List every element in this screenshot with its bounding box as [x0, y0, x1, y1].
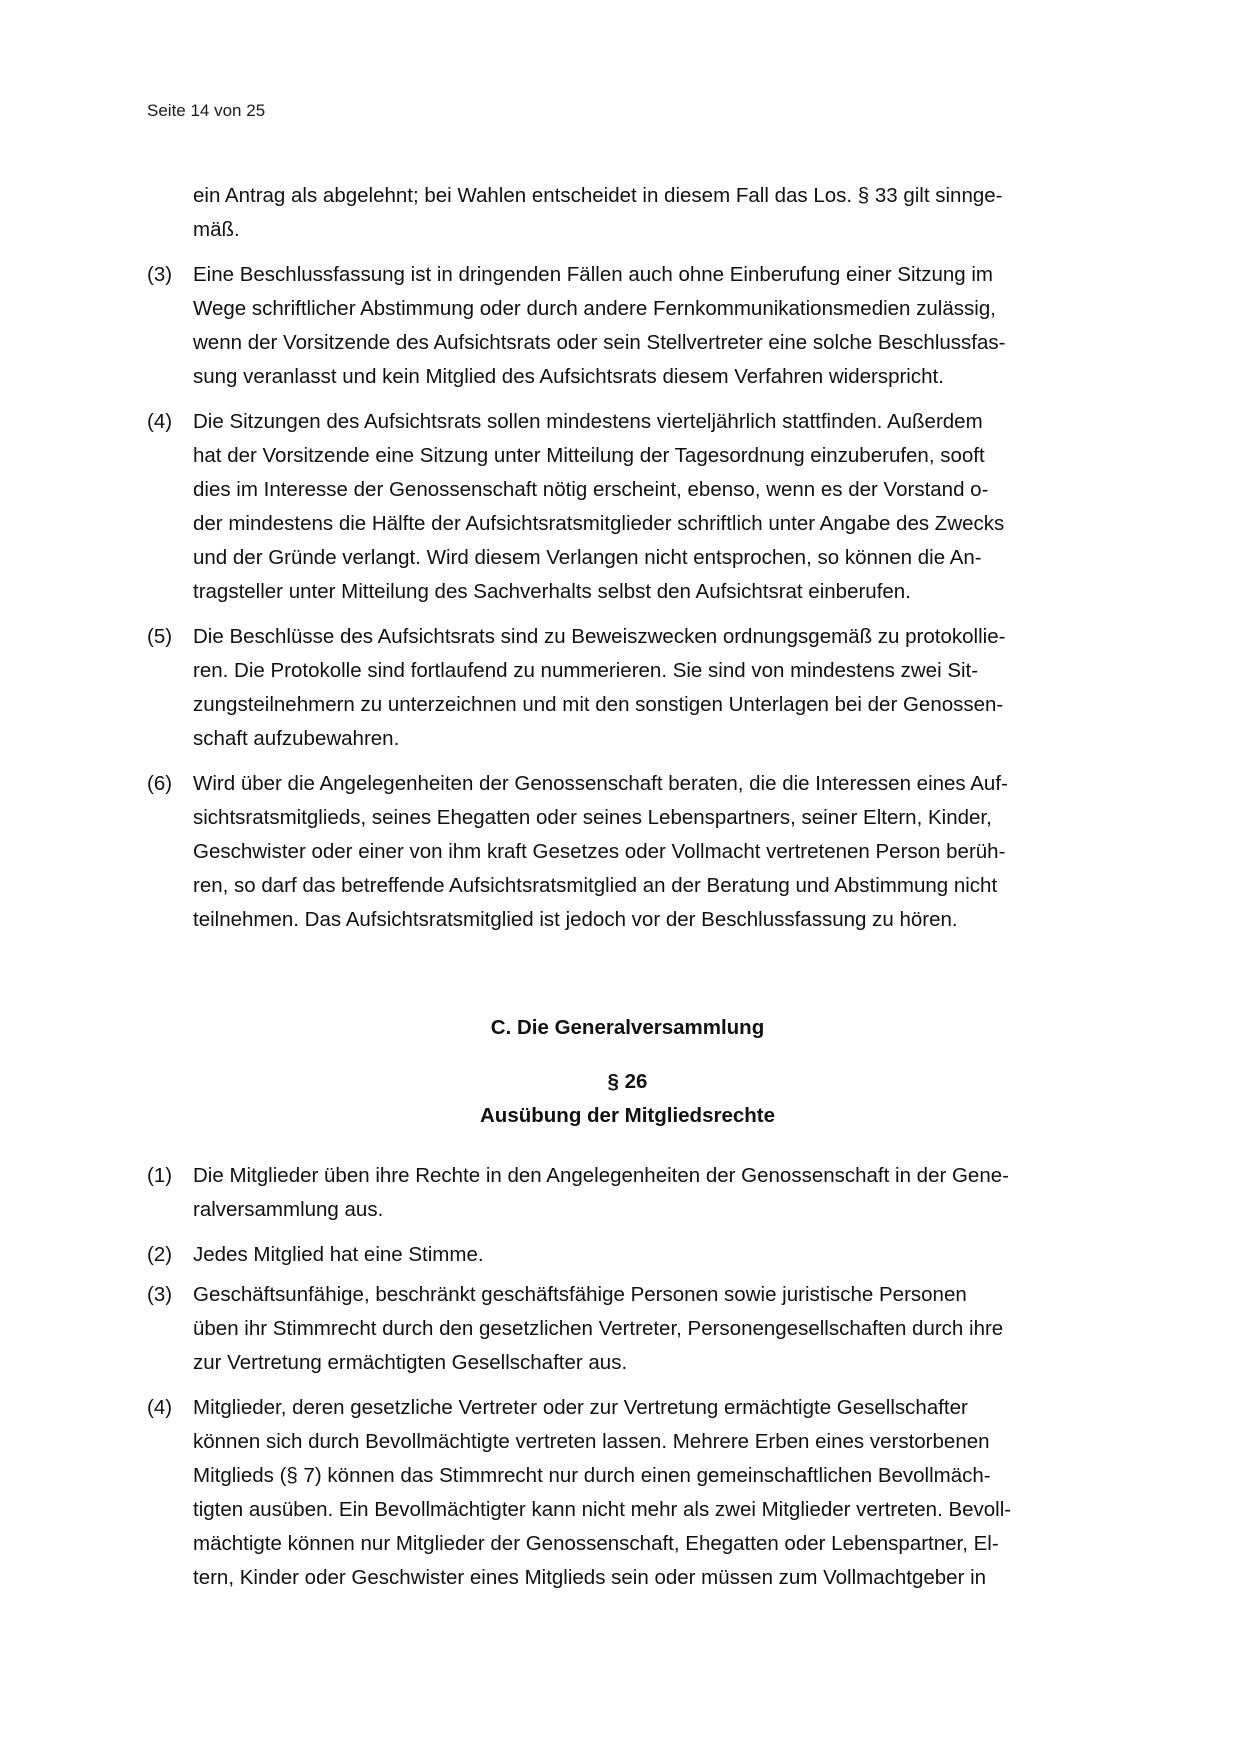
text-line: Wege schriftlicher Abstimmung oder durch andere Fernkommunikationsmedien zulässig,	[193, 297, 996, 320]
text-line: Mitglieds (§ 7) können das Stimmrecht nur durch einen gemeinschaftlichen Bevollmäch-	[193, 1464, 991, 1487]
text-line: sung veranlasst und kein Mitglied des Aufsichtsrats diesem Verfahren widerspricht.	[193, 365, 944, 388]
text-line: Wird über die Angelegenheiten der Genossenschaft beraten, die die Interessen eines Auf-	[193, 772, 1008, 795]
paragraph-number: (3)	[147, 263, 173, 286]
text-line: tigten ausüben. Ein Bevollmächtigter kann nicht mehr als zwei Mitglieder vertreten. Bevoll-	[193, 1498, 1012, 1521]
paragraph-number: (3)	[147, 1283, 173, 1306]
text-line: zungsteilnehmern zu unterzeichnen und mit den sonstigen Unterlagen bei der Genossen-	[193, 693, 1004, 716]
text-line: Geschäftsunfähige, beschränkt geschäftsfähige Personen sowie juristische Personen	[193, 1283, 967, 1306]
section-title: Ausübung der Mitgliedsrechte	[480, 1104, 775, 1127]
paragraph-number: (4)	[147, 1396, 173, 1419]
text-line: Eine Beschlussfassung ist in dringenden Fällen auch ohne Einberufung einer Sitzung im	[193, 263, 994, 286]
text-line: ren, so darf das betreffende Aufsichtsratsmitglied an der Beratung und Abstimmung nicht	[193, 874, 998, 897]
text-line: hat der Vorsitzende eine Sitzung unter Mitteilung der Tagesordnung einzuberufen, sooft	[193, 444, 985, 467]
text-line: teilnehmen. Das Aufsichtsratsmitglied ist jedoch vor der Beschlussfassung zu hören.	[193, 908, 958, 931]
text-line: Geschwister oder einer von ihm kraft Gesetzes oder Vollmacht vertretenen Person berüh-	[193, 840, 1006, 863]
section-26-paragraphs	[147, 1159, 1107, 1595]
text-line: tern, Kinder oder Geschwister eines Mitglieds sein oder müssen zum Vollmachtgeber in	[193, 1566, 987, 1589]
text-line: Die Mitglieder üben ihre Rechte in den Angelegenheiten der Genossenschaft in der Gene-	[193, 1164, 1009, 1187]
chapter-heading: C. Die Generalversammlung	[490, 1016, 765, 1039]
numbered-paragraph	[147, 1159, 1107, 1227]
text-line: wenn der Vorsitzende des Aufsichtsrats oder sein Stellvertreter eine solche Beschlussfas-	[193, 331, 1006, 354]
text-line: können sich durch Bevollmächtigte vertreten lassen. Mehrere Erben eines verstorbenen	[193, 1430, 990, 1453]
text-line: Mitglieder, deren gesetzliche Vertreter oder zur Vertretung ermächtigte Gesellschafter	[193, 1396, 968, 1419]
paragraph-number: (5)	[147, 625, 173, 648]
numbered-paragraph	[147, 258, 1107, 394]
text-line: tragsteller unter Mitteilung des Sachverhalts selbst den Aufsichtsrat einberufen.	[193, 580, 911, 603]
text-line: üben ihr Stimmrecht durch den gesetzlichen Vertreter, Personengesellschaften durch ihre	[193, 1317, 1004, 1340]
numbered-paragraph	[147, 620, 1107, 756]
paragraph-number: (6)	[147, 772, 173, 795]
numbered-paragraph	[147, 767, 1107, 937]
numbered-paragraph	[147, 1238, 1107, 1272]
text-line: Die Sitzungen des Aufsichtsrats sollen mindestens vierteljährlich stattfinden. Außerdem	[193, 410, 983, 433]
text-line: mächtigte können nur Mitglieder der Genossenschaft, Ehegatten oder Lebenspartner, El-	[193, 1532, 999, 1555]
text-line: ren. Die Protokolle sind fortlaufend zu nummerieren. Sie sind von mindestens zwei Sit-	[193, 659, 979, 682]
section-number: § 26	[607, 1070, 648, 1093]
continuation-paragraph	[147, 179, 1107, 247]
paragraph-number: (1)	[147, 1164, 173, 1187]
text-line: mäß.	[193, 218, 240, 241]
text-line: ein Antrag als abgelehnt; bei Wahlen entscheidet in diesem Fall das Los. § 33 gilt sinnge-	[193, 184, 1003, 207]
text-line: und der Gründe verlangt. Wird diesem Verlangen nicht entsprochen, so können die An-	[193, 546, 982, 569]
text-line: zur Vertretung ermächtigten Gesellschafter aus.	[193, 1351, 628, 1374]
paragraph-number: (2)	[147, 1243, 173, 1266]
previous-section	[147, 258, 1107, 937]
text-line: Die Beschlüsse des Aufsichtsrats sind zu Beweiszwecken ordnungsgemäß zu protokollie-	[193, 625, 1006, 648]
page-number-header: Seite 14 von 25	[147, 101, 266, 120]
numbered-paragraph	[147, 1278, 1107, 1380]
numbered-paragraph	[147, 1391, 1107, 1595]
paragraph-number: (4)	[147, 410, 173, 433]
numbered-paragraph	[147, 405, 1107, 609]
document-body	[147, 179, 1107, 1595]
text-line: sichtsratsmitglieds, seines Ehegatten oder seines Lebenspartners, seiner Eltern, Kinder,	[193, 806, 992, 829]
text-line: Jedes Mitglied hat eine Stimme.	[193, 1243, 484, 1266]
text-line: ralversammlung aus.	[193, 1198, 384, 1221]
text-line: dies im Interesse der Genossenschaft nötig erscheint, ebenso, wenn es der Vorstand o-	[193, 478, 989, 501]
text-line: der mindestens die Hälfte der Aufsichtsratsmitglieder schriftlich unter Angabe des Zwecks	[193, 512, 1005, 535]
text-line: schaft aufzubewahren.	[193, 727, 400, 750]
